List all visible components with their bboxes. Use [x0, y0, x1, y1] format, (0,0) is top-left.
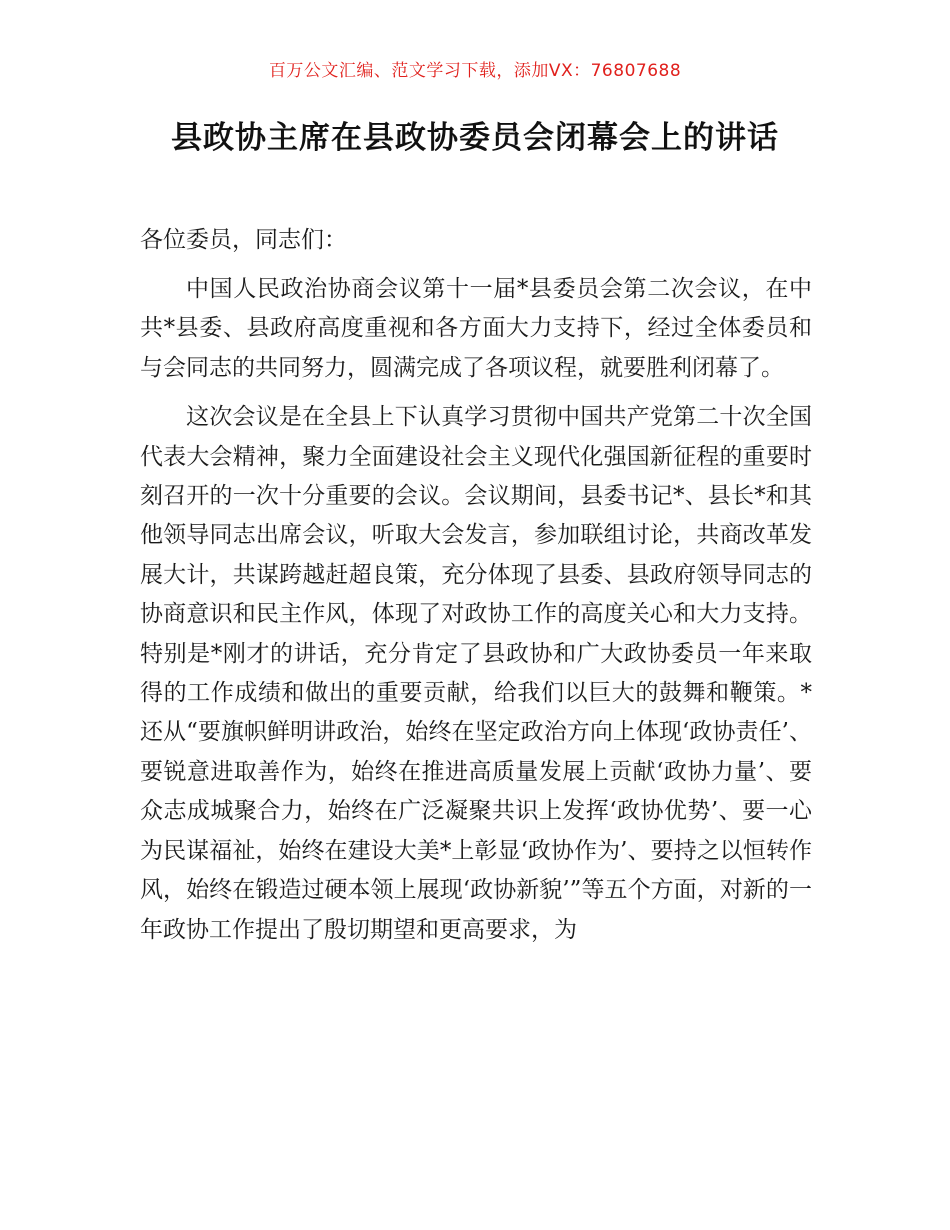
- document-body: [140, 220, 812, 960]
- salutation: 各位委员，同志们：: [140, 227, 347, 253]
- paragraph-2: 这次会议是在全县上下认真学习贯彻中国共产党第二十次全国代表大会精神，聚力全面建设社会主义现代化强国新征程的重要时刻召开的一次十分重要的会议。会议期间，县委书记*、县长*和其他领导同志出席会议，听取大会发言，参加联组讨论，共商改革发展大计，共谋跨越赶超良策，充分体现了县委、县政府领导同志的协商意识和民主作风，体现了对政协工作的高度关心和大力支持。特别是*刚才的讲话，充分肯定了县政协和广大政协委员一年来取得的工作成绩和做出的重要贡献，给我们以巨大的鼓舞和鞭策。*还从“要旗帜鲜明讲政治，始终在坚定政治方向上体现‘政协责任’、要锐意进取善作为，始终在推进高质量发展上贡献‘政协力量’、要众志成城聚合力，始终在广泛凝聚共识上发挥‘政协优势’、要一心为民谋福祉，始终在建设大美*上彰显‘政协作为’、要持之以恒转作风，始终在锻造过硬本领上展现‘政协新貌’”等五个方面，对新的一年政协工作提出了殷切期望和更高要求，为: [140, 404, 812, 943]
- document-title: 县政协主席在县政协委员会闭幕会上的讲话: [171, 120, 779, 156]
- header-note: 百万公文汇编、范文学习下载，添加VX：76807688: [268, 61, 682, 81]
- paragraph-1: 中国人民政治协商会议第十一届*县委员会第二次会议，在中共*县委、县政府高度重视和各方面大力支持下，经过全体委员和与会同志的共同努力，圆满完成了各项议程，就要胜利闭幕了。: [140, 276, 812, 381]
